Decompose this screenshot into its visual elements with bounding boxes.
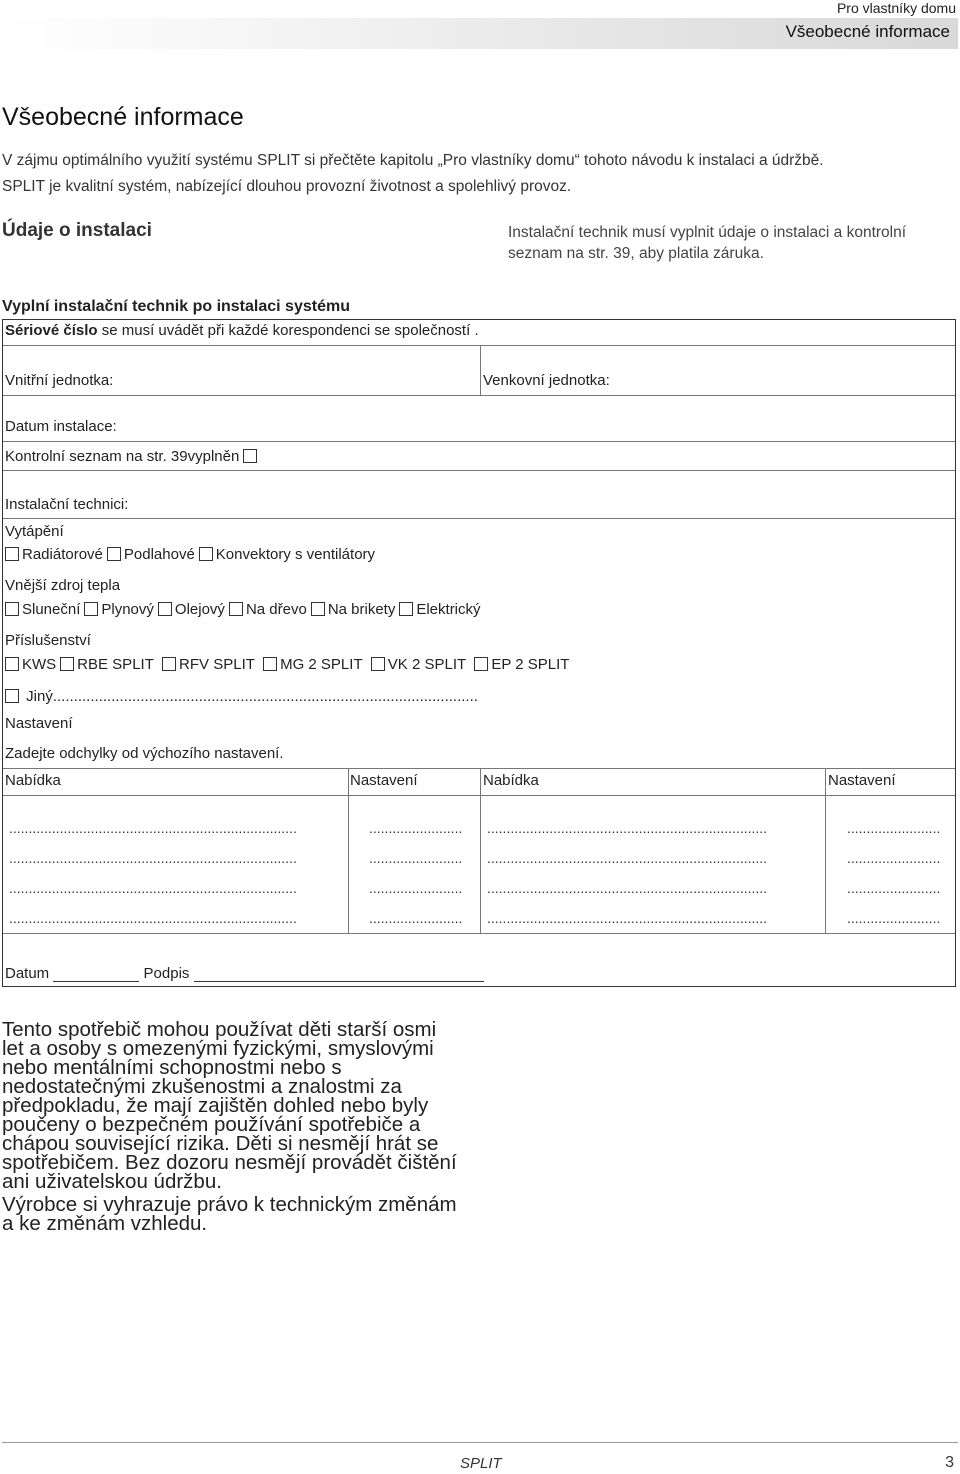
- external-heat-option: Na brikety: [327, 601, 396, 618]
- page-title: Všeobecné informace: [2, 103, 244, 131]
- indoor-unit-label: Vnitřní jednotka:: [5, 372, 114, 389]
- external-heat-option: Sluneční: [22, 601, 81, 618]
- col-menu-1: Nabídka: [5, 772, 61, 789]
- accessories-label: Příslušenství: [5, 632, 91, 649]
- divider: [825, 768, 826, 933]
- form-title: Vyplní instalační technik po instalaci systému: [2, 298, 350, 315]
- install-date-label: Datum instalace:: [5, 418, 117, 435]
- fill-line[interactable]: ..........................................................................: [9, 850, 297, 866]
- fill-line[interactable]: ........................: [847, 910, 941, 926]
- divider: [3, 933, 955, 934]
- vk2-checkbox[interactable]: [371, 657, 385, 671]
- other-accessory-checkbox[interactable]: [5, 689, 19, 703]
- accessory-option: RBE SPLIT: [77, 656, 154, 673]
- divider: [3, 768, 955, 769]
- briquette-checkbox[interactable]: [311, 602, 325, 616]
- accessory-option: VK 2 SPLIT: [387, 656, 467, 673]
- external-heat-label: Vnější zdroj tepla: [5, 577, 121, 594]
- accessory-option: RFV SPLIT: [179, 656, 255, 673]
- heating-fancoil-checkbox[interactable]: [199, 547, 213, 561]
- page-number: 3: [945, 1454, 954, 1471]
- serial-label: Sériové číslo: [5, 322, 98, 339]
- signature-field[interactable]: [194, 967, 484, 982]
- serial-note: [5, 322, 479, 339]
- settings-label: Nastavení: [5, 715, 73, 732]
- external-heat-option: Plynový: [101, 601, 154, 618]
- manufacturer-note: Výrobce si vyhrazuje právo k technickým změnám a ke změnám vzhledu.: [2, 1193, 457, 1235]
- rbe-checkbox[interactable]: [60, 657, 74, 671]
- rfv-checkbox[interactable]: [162, 657, 176, 671]
- chapter-title: Všeobecné informace: [785, 22, 950, 41]
- heating-option: Radiátorové: [22, 546, 103, 563]
- fill-line[interactable]: ..........................................................................: [9, 910, 297, 926]
- oil-checkbox[interactable]: [158, 602, 172, 616]
- installation-heading: Údaje o instalaci: [2, 220, 152, 241]
- outdoor-unit-label: Venkovní jednotka:: [483, 372, 610, 389]
- col-menu-2: Nabídka: [483, 772, 539, 789]
- col-setting-2: Nastavení: [828, 772, 896, 789]
- heating-options: [5, 546, 379, 563]
- divider: [480, 768, 481, 933]
- external-heat-option: Na dřevo: [245, 601, 307, 618]
- technicians-label: Instalační technici:: [5, 496, 129, 513]
- checklist-row: [5, 448, 260, 465]
- fill-line[interactable]: ........................: [369, 880, 463, 896]
- installation-form: [2, 319, 956, 987]
- fill-line[interactable]: ..........................................................................: [9, 820, 297, 836]
- solar-checkbox[interactable]: [5, 602, 19, 616]
- fill-line[interactable]: ........................: [847, 820, 941, 836]
- fill-line[interactable]: ........................: [369, 910, 463, 926]
- date-field[interactable]: [53, 967, 139, 982]
- external-heat-option: Elektrický: [416, 601, 481, 618]
- fill-line[interactable]: ........................................................................: [487, 850, 768, 866]
- heating-label: Vytápění: [5, 523, 64, 540]
- accessory-option: EP 2 SPLIT: [491, 656, 570, 673]
- external-heat-option: Olejový: [174, 601, 225, 618]
- accessories-options: [5, 656, 573, 673]
- ep2-checkbox[interactable]: [474, 657, 488, 671]
- divider: [3, 518, 955, 519]
- divider: [348, 768, 349, 933]
- installation-note: Instalační technik musí vyplnit údaje o instalaci a kontrolní seznam na str. 39, aby platila záruka.: [508, 224, 907, 262]
- section-label: Pro vlastníky domu: [836, 0, 956, 16]
- serial-note-text: se musí uvádět při každé korespondenci se společností .: [97, 322, 479, 339]
- divider: [3, 441, 955, 442]
- external-heat-options: [5, 601, 485, 618]
- divider: [3, 395, 955, 396]
- checklist-label: Kontrolní seznam na str. 39vyplněn: [5, 448, 240, 465]
- chapter-bar: [2, 18, 958, 49]
- fill-line[interactable]: ........................: [369, 820, 463, 836]
- kws-checkbox[interactable]: [5, 657, 19, 671]
- divider: [3, 470, 955, 471]
- fill-line[interactable]: ........................................................................: [487, 910, 768, 926]
- divider: [480, 345, 481, 395]
- heating-option: Konvektory s ventilátory: [215, 546, 376, 563]
- electric-checkbox[interactable]: [399, 602, 413, 616]
- col-setting-1: Nastavení: [350, 772, 418, 789]
- divider: [3, 795, 955, 796]
- fill-line[interactable]: ........................: [847, 850, 941, 866]
- safety-paragraph: Tento spotřebič mohou používat děti starší osmi let a osoby s omezenými fyzickými, smyslovými nebo mentálními schopnostmi nebo s nedostatečnými zkušenostmi a znalostmi za předpokladu, že mají zajištěn dohled nebo byly poučeny o bezpečném používání spotřebiče a chápou související rizika. Děti si nesmějí hrát se spotřebičem. Bez dozoru nesmějí provádět čištění ani uživatelskou údržbu.: [2, 1018, 457, 1193]
- wood-checkbox[interactable]: [229, 602, 243, 616]
- gas-checkbox[interactable]: [84, 602, 98, 616]
- fill-line[interactable]: ........................: [847, 880, 941, 896]
- intro-line-1: V zájmu optimálního využití systému SPLIT si přečtěte kapitolu „Pro vlastníky domu“ tohoto návodu k instalaci a údržbě.: [2, 152, 824, 169]
- signature-label: Podpis: [143, 965, 190, 982]
- accessory-option: KWS: [22, 656, 57, 673]
- accessory-other-row: [5, 688, 478, 705]
- heating-option: Podlahové: [123, 546, 195, 563]
- fill-line[interactable]: ........................................................................: [487, 880, 768, 896]
- footer-brand: SPLIT: [460, 1455, 502, 1472]
- fill-line[interactable]: ........................................................................: [487, 820, 768, 836]
- other-accessory-label: Jiný......................................................................................................: [26, 688, 478, 705]
- accessory-option: MG 2 SPLIT: [280, 656, 363, 673]
- intro-text: [2, 148, 952, 200]
- mg2-checkbox[interactable]: [263, 657, 277, 671]
- divider: [3, 345, 955, 346]
- settings-hint: Zadejte odchylky od výchozího nastavení.: [5, 745, 284, 762]
- fill-line[interactable]: ..........................................................................: [9, 880, 297, 896]
- footer-divider: [2, 1442, 958, 1443]
- heating-radiator-checkbox[interactable]: [5, 547, 19, 561]
- heating-floor-checkbox[interactable]: [107, 547, 121, 561]
- safety-notice: [2, 1020, 462, 1237]
- date-label: Datum: [5, 965, 50, 982]
- fill-line[interactable]: ........................: [369, 850, 463, 866]
- date-signature-row: [5, 965, 484, 982]
- checklist-checkbox[interactable]: [243, 449, 257, 463]
- intro-line-2: SPLIT je kvalitní systém, nabízející dlouhou provozní životnost a spolehlivý provoz.: [2, 178, 572, 195]
